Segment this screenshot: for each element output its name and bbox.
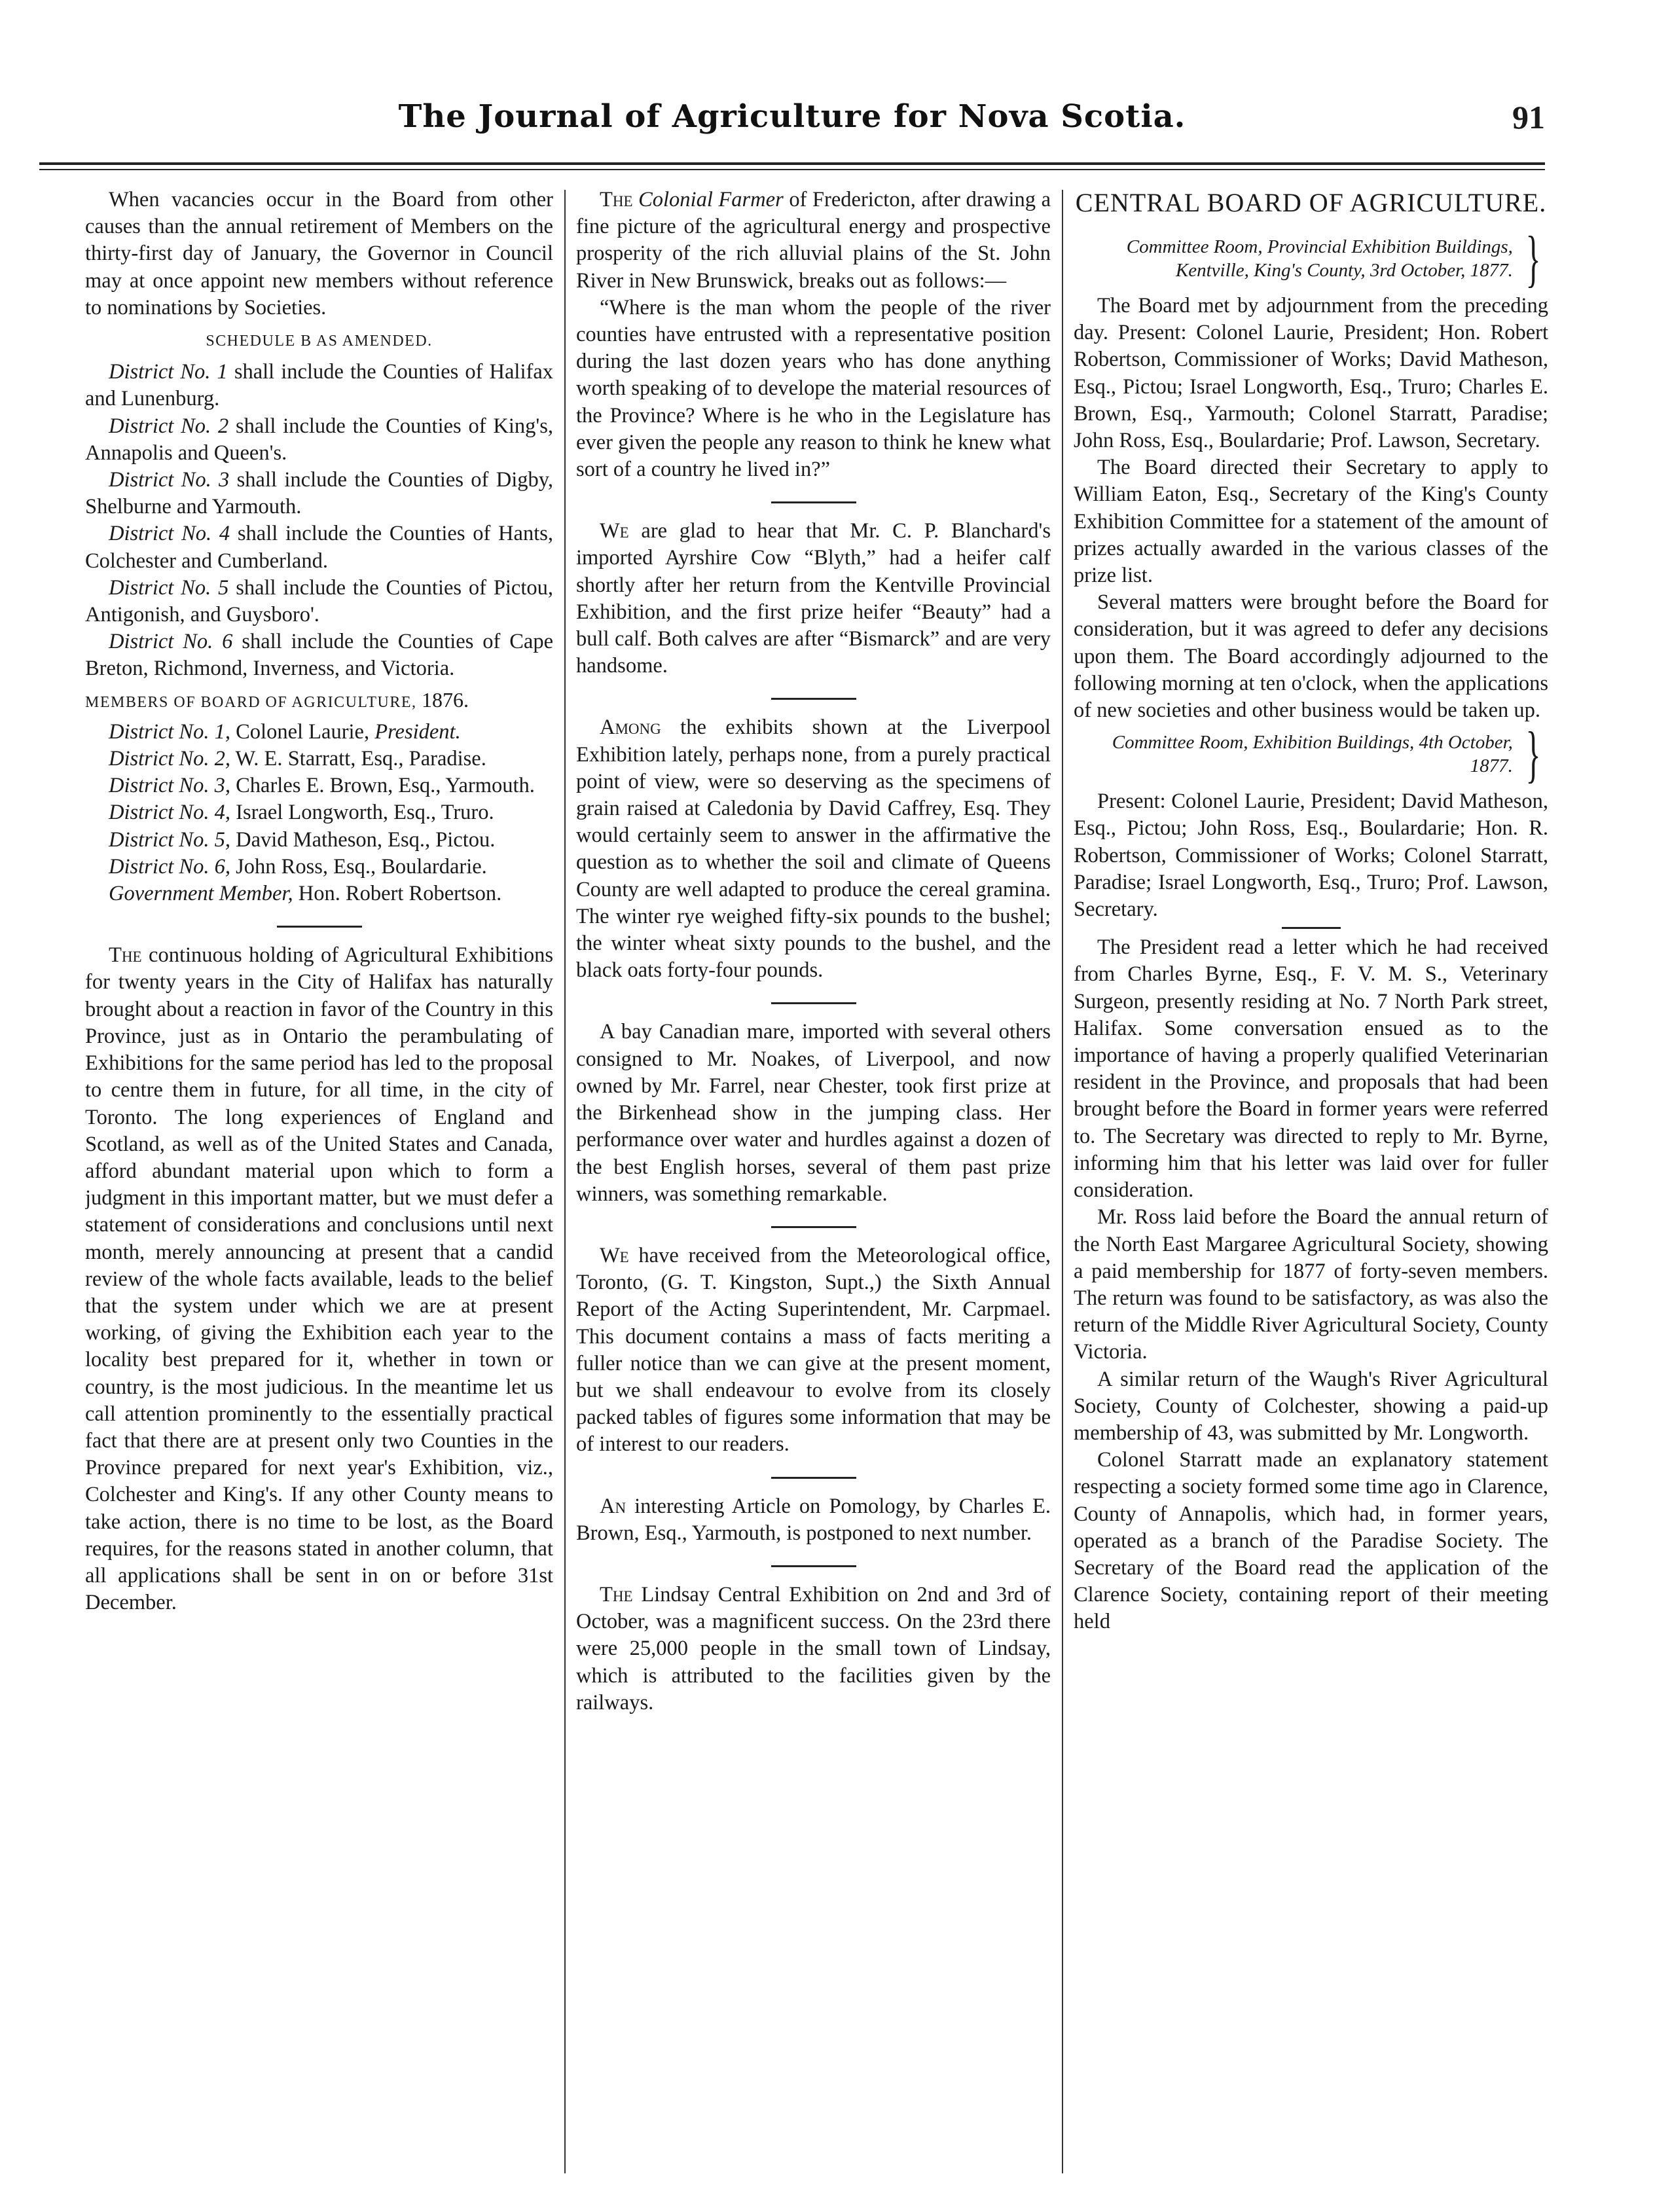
column-divider-left [564,190,566,2173]
member-district: Government Member, [109,882,293,906]
vacancies-paragraph: When vacancies occur in the Board from other causes than the annual retirement of Members on the thirty-first day of January, the Governor in Council may at once appoint new members without reference to nominations by Societies. [85,188,553,319]
page-number: 91 [1512,99,1545,136]
header-rule-thin [39,169,1545,170]
district-text: shall include the Counties of Cape Breton, Richmond, Inverness, and Victoria. [85,630,553,681]
lead-word: An [600,1494,627,1518]
meeting-attendance: The Board met by adjournment from the preceding day. Present: Colonel Laurie, President; Hon. Robert Robertson, Commissioner of Works; David Matheson, Esq., Pictou; Israel Longworth, Esq., Truro; Charles E. Brown, Esq., Yarmouth; Colonel Starratt, Paradise; John Ross, Esq., Boulardarie; Prof. Lawson, Secretary. [1074,294,1548,453]
exhibitions-paragraph [85,942,553,1616]
paragraph-text: continuous holding of Agricultural Exhibitions for twenty years in the City of Halifax has naturally brought about a reaction in favor of the Country in this Province, just as in Ontario the perambulating of Exhibitions for the same period has led to the proposal to centre them in future, for all time, in the city of Toronto. The long experiences of England and Scotland, as well as of the United States and Canada, afford abundant material upon which to form a judgment in this important matter, but we must defer a statement of considerations and conclusions until next month, merely announcing at present that a candid review of the whole facts available, leads to the belief that the system under which we are at present working, of giving the Exhibition each year to the locality best prepared for it, whether in town or country, is the most judicious. In the meantime let us call attention prominently to the essentially practical fact that there are at present only two Counties in the Province prepared for next year's Exhibition, viz., Colchester and King's. If any other County means to take action, there is no time to be lost, as the Board requires, for the reasons stated in another column, that all applications shall be sent in on or before 31st December. [85,943,553,1615]
member-entry [85,854,553,880]
member-entry [85,772,553,799]
farmer-quote: “Where is the man whom the people of the river counties have entrusted with a representative position during the last dozen years who has done anything worth speaking of to develope the material resources of the Province? Where is he who in the Legislature has ever given the people any reason to think he knew what sort of a country he lived in?” [576,295,1051,482]
district-label: District No. 6 [109,630,233,654]
lead-word: Among [600,716,661,740]
column-left [85,187,553,2177]
present-paragraph: Present: Colonel Laurie, President; David Matheson, Esq., Pictou; John Ross, Esq., Boulardarie; Hon. R. Robertson, Commissioner of Works; Colonel Starratt, Paradise; Israel Longworth, Esq., Truro; Prof. Lawson, Secretary. [1074,789,1548,922]
district-entry [85,575,553,628]
liverpool-paragraph [576,714,1051,984]
section-separator [771,1477,856,1479]
dateline-oct-3 [1074,223,1548,293]
byrne-letter-paragraph: The President read a letter which he had received from Charles Byrne, Esq., F. V. M. S., Veterinary Surgeon, presently residing at No. 7 North Park street, Halifax. Some conversation ensued as to the importance of having a properly qualified Veterinarian resident in the Province, and proposals that had been brought before the Board in former years were referred to. The Secretary was directed to reply to Mr. Byrne, informing him that his letter was laid over for fuller consideration. [1074,935,1548,1203]
ayrshire-paragraph [576,518,1051,680]
section-separator [771,1226,856,1228]
header-rule-thick [39,162,1545,165]
margaree-return-paragraph: Mr. Ross laid before the Board the annual return of the North East Margaree Agricultural Society, showing a paid membership for 1877 of forty-seven members. The return was found to be satisfactory, as was also the return of the Middle River Agricultural Society, County Victoria. [1074,1205,1548,1364]
district-text: shall include the Counties of King's, Annapolis and Queen's. [85,414,553,465]
members-year: 1876. [422,687,469,712]
members-heading [85,687,553,716]
member-name: Hon. Robert Robertson. [298,882,502,906]
lead-word: The [600,188,633,211]
journal-title: The Journal of Agriculture for Nova Scotia. [398,98,1186,135]
meteorological-paragraph [576,1242,1051,1459]
member-role: President. [374,719,461,744]
member-name: Charles E. Brown, Esq., Yarmouth. [236,774,535,798]
lead-word: The [600,1582,633,1606]
dateline-text: Committee Room, Provincial Exhibition Buildings, Kentville, King's County, 3rd October, 1877. [1126,236,1513,281]
brace-glyph: } [1525,223,1541,293]
member-name: W. E. Starratt, Esq., Paradise. [235,747,486,771]
dateline-oct-4 [1074,719,1548,789]
section-separator [771,1002,856,1004]
lindsay-paragraph [576,1582,1051,1716]
publication-name: Colonial Farmer [638,188,784,211]
member-district: District No. 3, [109,774,230,798]
paragraph-text: interesting Article on Pomology, by Charles E. Brown, Esq., Yarmouth, is postponed to next number. [576,1494,1051,1545]
pomology-paragraph [576,1493,1051,1547]
column-divider-right [1062,190,1063,2173]
section-separator [771,501,856,503]
dateline-text: Committee Room, Exhibition Buildings, 4th October, 1877. [1112,732,1513,777]
paragraph-text: of Fredericton, after drawing a fine picture of the agricultural energy and prospective prosperity of the rich alluvial plains of the St. John River in New Brunswick, breaks out as follows:— [576,188,1051,293]
member-district: District No. 2, [109,747,230,771]
district-entry [85,520,553,574]
member-district: District No. 6, [109,854,230,879]
district-label: District No. 2 [109,414,229,438]
prize-statement-paragraph: The Board directed their Secretary to apply to William Eaton, Esq., Secretary of the King's County Exhibition Committee for a statement of the amount of prizes actually awarded in the various classes of the prize list. [1074,456,1548,588]
district-text: shall include the Counties of Halifax and Lunenburg. [85,360,553,411]
lead-word: The [109,943,142,968]
column-right [1074,187,1548,2177]
member-name: John Ross, Esq., Boulardarie. [236,854,487,879]
district-label: District No. 4 [109,522,230,546]
member-district: District No. 1, [109,719,230,744]
members-heading-text: MEMBERS OF BOARD OF AGRICULTURE, [85,693,417,711]
paragraph-text: have received from the Meteorological office, Toronto, (G. T. Kingston, Supt.,) the Sixth Annual Report of the Acting Superintendent, Mr. Carpmael. This document contains a mass of facts meriting a fuller notice than we can give at the present moment, but we shall endeavour to evolve from its closely packed tables of figures some information that may be of interest to our readers. [576,1243,1051,1457]
lead-word: We [600,519,629,543]
section-separator [277,926,362,928]
section-separator [771,698,856,700]
district-label: District No. 5 [109,575,229,600]
member-district: District No. 5, [109,827,230,852]
member-entry [85,827,553,854]
member-name: Colonel Laurie, [236,719,370,744]
district-text: shall include the Counties of Digby, Shelburne and Yarmouth. [85,468,553,519]
column-middle [576,187,1051,2177]
adjournment-paragraph: Several matters were brought before the Board for consideration, but it was agreed to defer any decisions upon them. The Board accordingly adjourned to the following morning at ten o'clock, when the applications of new societies and other business would be taken up. [1074,590,1548,723]
member-entry [85,746,553,772]
member-name: David Matheson, Esq., Pictou. [236,827,496,852]
district-entry [85,413,553,467]
waughs-river-paragraph: A similar return of the Waugh's River Agricultural Society, County of Colchester, showing a paid-up membership of 43, was submitted by Mr. Longworth. [1074,1367,1548,1445]
district-text: shall include the Counties of Pictou, Antigonish, and Guysboro'. [85,575,553,627]
district-entry [85,359,553,412]
member-name: Israel Longworth, Esq., Truro. [236,801,494,825]
section-title: CENTRAL BOARD OF AGRICULTURE. [1075,188,1547,217]
paragraph-text: are glad to hear that Mr. C. P. Blanchard's imported Ayrshire Cow “Blyth,” had a heifer calf shortly after her return from the Kentville Provincial Exhibition, and the first prize heifer “Beauty” had a bull calf. Both calves are after “Bismarck” and are very handsome. [576,519,1051,678]
schedule-heading: SCHEDULE B AS AMENDED. [206,333,433,350]
mare-paragraph: A bay Canadian mare, imported with several others consigned to Mr. Noakes, of Liverpool, and now owned by Mr. Farrel, near Chester, took first prize at the Birkenhead show in the jumping class. Her performance over water and hurdles against a dozen of the best English horses, several of them past prize winners, was something remarkable. [576,1020,1051,1206]
district-label: District No. 1 [109,360,228,384]
section-separator [1282,927,1341,929]
paragraph-text: the exhibits shown at the Liverpool Exhibition lately, perhaps none, from a purely practical point of view, were so deserving as the specimens of grain raised at Caledonia by David Caffrey, Esq. They would certainly seem to answer in the affirmative the question as to whether the soil and climate of Queens County are well adapted to produce the cereal gramina. The winter rye weighed fifty-six pounds to the bushel; the winter wheat sixty pounds to the bushel, and the black oats forty-four pounds. [576,716,1051,983]
district-entry [85,628,553,682]
district-text: shall include the Counties of Hants, Colchester and Cumberland. [85,522,553,573]
district-label: District No. 3 [109,468,230,492]
member-entry [85,799,553,826]
district-entry [85,467,553,520]
member-entry [85,880,553,907]
member-district: District No. 4, [109,801,230,825]
paragraph-text: Lindsay Central Exhibition on 2nd and 3rd of October, was a magnificent success. On the 23rd there were 25,000 people in the small town of Lindsay, which is attributed to the facilities given by the railways. [576,1582,1051,1714]
member-entry [85,719,553,746]
clarence-society-paragraph: Colonel Starratt made an explanatory statement respecting a society formed some time ago in Clarence, County of Annapolis, which had, in former years, operated as a branch of the Paradise Society. The Secretary of the Board read the application of the Clarence Society, containing report of their meeting held [1074,1448,1548,1634]
colonial-farmer-paragraph [576,187,1051,295]
page-header [39,98,1545,157]
brace-glyph: } [1525,719,1541,789]
lead-word: We [600,1243,629,1267]
section-separator [771,1565,856,1567]
